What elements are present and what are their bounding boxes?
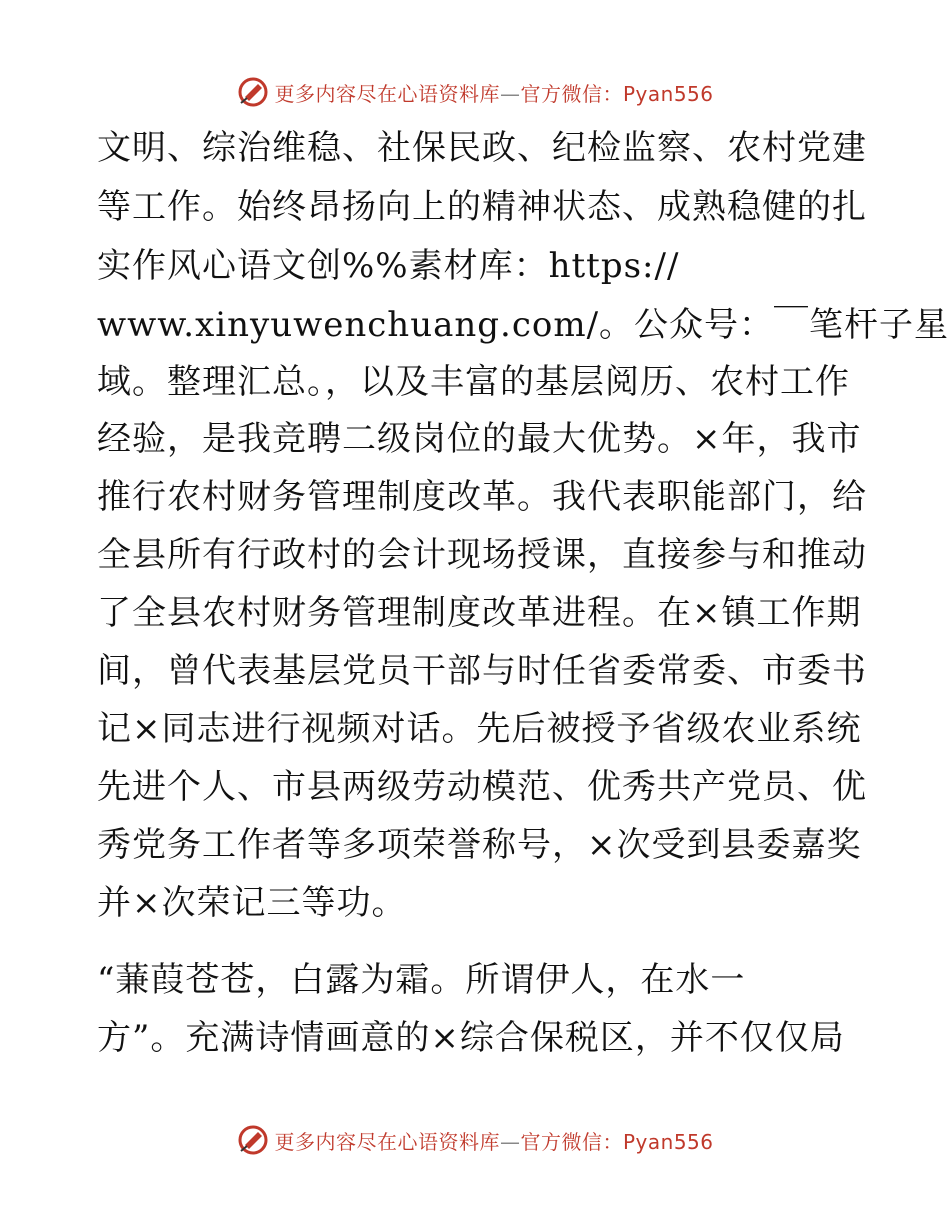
body-line: 推行农村财务管理制度改革。我代表职能部门，给 (97, 477, 867, 517)
header-id: Pyan556 (622, 81, 714, 106)
header-main: 更多内容尽在心语资料库 (274, 81, 500, 106)
body-line: 间，曾代表基层党员干部与时任省委常委、市委书 (97, 651, 867, 691)
header-sep: — (499, 81, 521, 106)
body-line: 全县所有行政村的会计现场授课，直接参与和推动 (97, 535, 867, 575)
body-line: 文明、综治维稳、社保民政、纪检监察、农村党建 (97, 128, 867, 168)
body-line: 方”。充满诗情画意的×综合保税区，并不仅仅局 (97, 1018, 845, 1058)
body-line: 并×次荣记三等功。 (97, 883, 407, 923)
body-line: 记×同志进行视频对话。先后被授予省级农业系统 (97, 709, 862, 749)
body-line: 经验，是我竞聘二级岗位的最大优势。×年，我市 (97, 419, 862, 459)
logo-icon (236, 1123, 270, 1157)
header-banner (0, 72, 950, 112)
header-label: 官方微信： (520, 81, 623, 106)
footer-text (274, 1126, 713, 1155)
footer-label: 官方微信： (520, 1129, 623, 1154)
body-line: 等工作。始终昂扬向上的精神状态、成熟稳健的扎 (97, 187, 867, 227)
body-line: 了全县农村财务管理制度改革进程。在×镇工作期 (97, 593, 862, 633)
body-line: “蒹葭苍苍，白露为霜。所谓伊人，在水一 (97, 960, 746, 1000)
footer-main: 更多内容尽在心语资料库 (274, 1129, 500, 1154)
footer-sep: — (499, 1129, 521, 1154)
body-line: 实作风心语文创%%素材库：https:// (97, 246, 680, 286)
body-line: 秀党务工作者等多项荣誉称号，×次受到县委嘉奖 (97, 825, 862, 865)
footer-id: Pyan556 (622, 1129, 714, 1154)
body-line: 域。整理汇总。，以及丰富的基层阅历、农村工作 (97, 362, 850, 402)
header-text (274, 78, 713, 107)
logo-icon (236, 75, 270, 109)
body-line: 先进个人、市县两级劳动模范、优秀共产党员、优 (97, 767, 867, 807)
footer-banner (0, 1120, 950, 1160)
body-line: www.xinyuwenchuang.com/。公众号：￣笔杆子星 (97, 305, 950, 345)
